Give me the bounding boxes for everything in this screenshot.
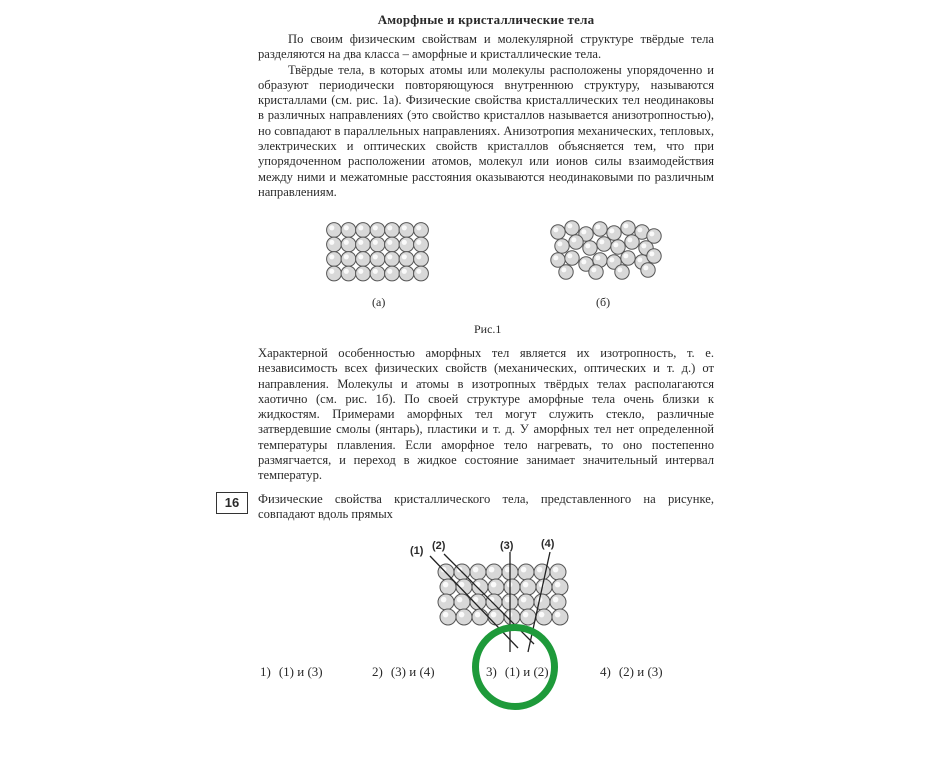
atom-highlight <box>571 237 576 242</box>
answer-option-4[interactable]: 4) (2) и (3) <box>600 664 663 679</box>
amorphous-text <box>258 346 714 484</box>
atom <box>440 609 456 625</box>
question-number: 16 <box>216 492 248 514</box>
atom <box>399 252 414 267</box>
atom-highlight <box>344 269 349 274</box>
atom <box>470 564 486 580</box>
line-label-4: (4) <box>541 538 555 550</box>
atom-highlight <box>387 269 392 274</box>
atom <box>552 579 568 595</box>
atom <box>370 252 385 267</box>
atom <box>385 252 400 267</box>
atom-highlight <box>329 240 334 245</box>
atom <box>504 579 520 595</box>
atom-highlight <box>617 267 622 272</box>
atom-highlight <box>475 612 481 618</box>
atom-highlight <box>402 240 407 245</box>
atom <box>486 594 502 610</box>
atom <box>454 594 470 610</box>
atom <box>625 235 639 249</box>
atom-highlight <box>623 253 628 258</box>
line-label-1: (1) <box>410 545 424 557</box>
atom-highlight <box>609 228 614 233</box>
atom <box>621 221 635 235</box>
atom <box>472 579 488 595</box>
atom-highlight <box>599 239 604 244</box>
atom-highlight <box>581 229 586 234</box>
atom-highlight <box>358 269 363 274</box>
atom-highlight <box>373 254 378 259</box>
amorphous-structure-figure <box>552 220 662 276</box>
atom <box>520 579 536 595</box>
atom <box>615 265 629 279</box>
atom-highlight <box>344 254 349 259</box>
atom-highlight <box>457 597 463 603</box>
atom <box>597 237 611 251</box>
atom <box>534 594 550 610</box>
atom <box>327 252 342 267</box>
atom <box>520 609 536 625</box>
atom-highlight <box>585 243 590 248</box>
atom <box>370 237 385 252</box>
atom <box>550 594 566 610</box>
figure-caption: Рис.1 <box>474 322 502 336</box>
line-label-2: (2) <box>432 540 446 552</box>
atom-highlight <box>521 567 527 573</box>
paragraph-2: Твёрдые тела, в которых атомы или молекулы расположены упорядоченно и образуют периодически повторяющуюся внутреннюю структуру, называются кристаллами (см. рис. 1а). Физические свойства кристаллических тел неодинаковы в различных направлениях (это свойство кристаллов называется анизотропностью), но совпадают в параллельных направлениях. Анизотропия механических, тепловых, электрических и оптических свойств кристаллов объясняется тем, что при упорядоченном расположении атомов, молекул или ионов силы взаимодействия между ними и межатомные расстояния оказываются неодинаковыми по различным направлениям. <box>258 62 714 199</box>
atom-highlight <box>581 259 586 264</box>
atom <box>327 223 342 238</box>
atom-highlight <box>613 242 618 247</box>
atom <box>534 564 550 580</box>
atom-highlight <box>649 251 654 256</box>
atom-highlight <box>344 225 349 230</box>
atom-highlight <box>491 582 497 588</box>
atom-highlight <box>537 567 543 573</box>
atom <box>456 609 472 625</box>
atom <box>414 252 429 267</box>
atom-highlight <box>627 237 632 242</box>
atom <box>385 223 400 238</box>
atom <box>414 223 429 238</box>
atom-highlight <box>358 254 363 259</box>
atom <box>641 263 655 277</box>
atom <box>589 265 603 279</box>
atom <box>565 221 579 235</box>
line-label-3: (3) <box>500 540 514 552</box>
atom <box>327 266 342 281</box>
atom <box>593 222 607 236</box>
atom <box>414 266 429 281</box>
atom <box>414 237 429 252</box>
atom-highlight <box>329 254 334 259</box>
atom <box>583 241 597 255</box>
atom <box>385 237 400 252</box>
atom <box>385 266 400 281</box>
intro-text <box>258 32 714 200</box>
atom <box>370 223 385 238</box>
atom-highlight <box>637 257 642 262</box>
atom-highlight <box>373 240 378 245</box>
atom-highlight <box>441 597 447 603</box>
atom <box>341 252 356 267</box>
atom <box>486 564 502 580</box>
atom <box>341 223 356 238</box>
atom <box>611 240 625 254</box>
atom-highlight <box>553 255 558 260</box>
atom <box>621 251 635 265</box>
atom-highlight <box>489 567 495 573</box>
answer-option-1[interactable]: 1) (1) и (3) <box>260 664 323 679</box>
atom <box>536 609 552 625</box>
atom-highlight <box>473 567 479 573</box>
atom <box>551 225 565 239</box>
atom <box>552 609 568 625</box>
atom-highlight <box>595 255 600 260</box>
atom-highlight <box>623 223 628 228</box>
atom-highlight <box>329 269 334 274</box>
paragraph-1: По своим физическим свойствам и молекулярной структуре твёрдые тела разделяются на два класса – аморфные и кристаллические тела. <box>258 32 714 62</box>
atom-highlight <box>521 597 527 603</box>
atom-highlight <box>643 265 648 270</box>
answer-option-3[interactable]: 3) (1) и (2) <box>486 664 549 679</box>
atom-highlight <box>416 254 421 259</box>
document-title: Аморфные и кристаллические тела <box>377 12 595 27</box>
atom <box>327 237 342 252</box>
atom-highlight <box>555 582 561 588</box>
atom <box>472 609 488 625</box>
atom-highlight <box>387 225 392 230</box>
atom <box>356 252 371 267</box>
atom-highlight <box>344 240 349 245</box>
atom-highlight <box>553 567 559 573</box>
atom-highlight <box>443 612 449 618</box>
atom <box>559 265 573 279</box>
atom <box>569 235 583 249</box>
atom <box>399 266 414 281</box>
atom <box>341 237 356 252</box>
atom-highlight <box>609 257 614 262</box>
atom <box>356 237 371 252</box>
atom-highlight <box>443 582 449 588</box>
atom-highlight <box>523 582 529 588</box>
atom-highlight <box>475 582 481 588</box>
atom-highlight <box>553 227 558 232</box>
atom <box>565 251 579 265</box>
atom-highlight <box>553 597 559 603</box>
atom-highlight <box>555 612 561 618</box>
atom <box>370 266 385 281</box>
atom <box>456 579 472 595</box>
atom <box>356 223 371 238</box>
atom-highlight <box>402 225 407 230</box>
atom-highlight <box>567 253 572 258</box>
atom <box>607 226 621 240</box>
atom-highlight <box>373 269 378 274</box>
atom-highlight <box>402 269 407 274</box>
atom-highlight <box>416 269 421 274</box>
atom <box>399 223 414 238</box>
atom-highlight <box>523 612 529 618</box>
figure-caption-a: (а) <box>372 295 386 309</box>
atom-highlight <box>637 227 642 232</box>
atom-highlight <box>416 225 421 230</box>
answer-highlight-circle <box>472 624 558 710</box>
atom <box>647 249 661 263</box>
atom <box>518 564 534 580</box>
atom-highlight <box>402 254 407 259</box>
atom-highlight <box>595 224 600 229</box>
question-text: Физические свойства кристаллического тела, представленного на рисунке, совпадают вдоль прямых <box>258 492 714 522</box>
atom <box>399 237 414 252</box>
atom <box>470 594 486 610</box>
atom-highlight <box>416 240 421 245</box>
atom-highlight <box>557 241 562 246</box>
atom-highlight <box>358 225 363 230</box>
atom <box>438 594 454 610</box>
atom <box>555 239 569 253</box>
atom <box>488 579 504 595</box>
atom-highlight <box>459 612 465 618</box>
atom-highlight <box>491 612 497 618</box>
atom-highlight <box>358 240 363 245</box>
atom-highlight <box>387 254 392 259</box>
atom-highlight <box>591 267 596 272</box>
atom <box>518 594 534 610</box>
atom <box>356 266 371 281</box>
figure-caption-b: (б) <box>596 295 611 309</box>
atom-highlight <box>561 267 566 272</box>
answer-option-2[interactable]: 2) (3) и (4) <box>372 664 435 679</box>
atom-highlight <box>641 243 646 248</box>
atom-highlight <box>329 225 334 230</box>
atom <box>550 564 566 580</box>
atom-highlight <box>539 612 545 618</box>
paragraph-3: Характерной особенностью аморфных тел является их изотропность, т. е. независимость всех физических свойств (механических, оптических и т. д.) от направления. Молекулы и атомы в изотропных твёрдых телах располагаются хаотично (см. рис. 1б). По своей структуре аморфные тела очень близки к жидкостям. Примерами аморфных тел могут служить стекло, различные затвердевшие смолы (янтарь), пластики и т. д. У аморфных тел нет определенной температуры плавления. Если аморфное тело нагревать, то оно постепенно размягчается, и переход в жидкое состояние занимает значительный интервал температур. <box>258 346 714 483</box>
atom-highlight <box>373 225 378 230</box>
atom-highlight <box>567 223 572 228</box>
atom-highlight <box>387 240 392 245</box>
crystal-lattice-figure <box>326 222 436 284</box>
atom-highlight <box>649 231 654 236</box>
atom <box>341 266 356 281</box>
